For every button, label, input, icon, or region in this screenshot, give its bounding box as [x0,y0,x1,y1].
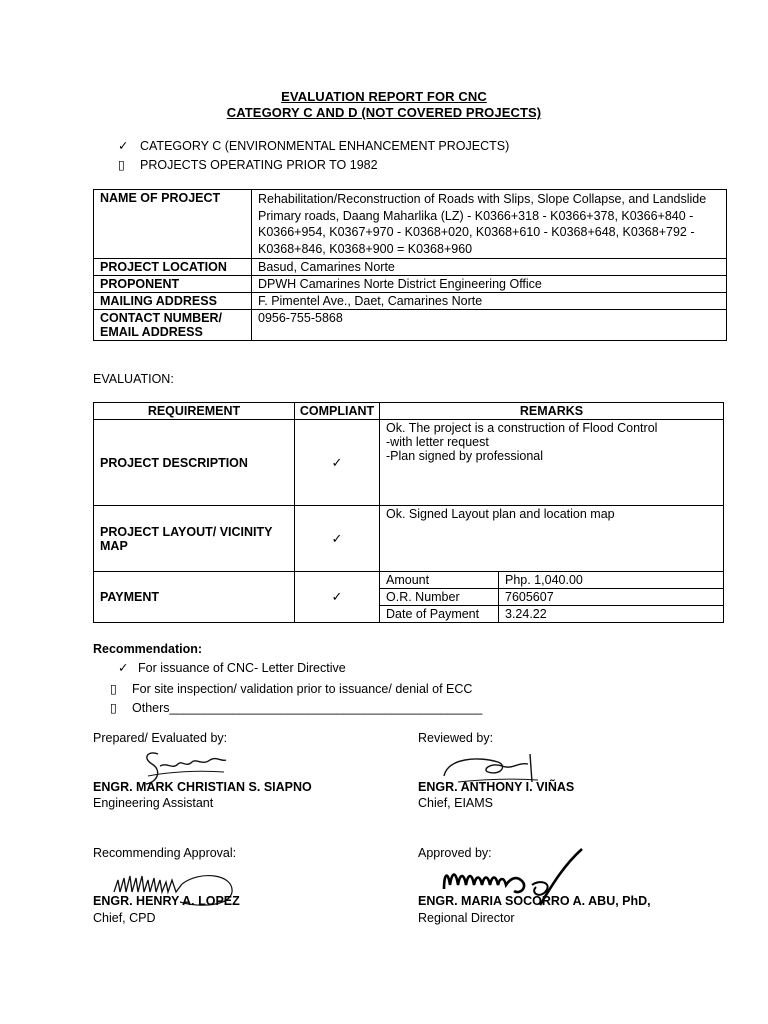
recommendation-item [118,660,346,675]
table-row [94,190,727,259]
recommending-approval-label: Recommending Approval: [93,846,237,860]
approved-by-name: ENGR. MARIA SOCORRO A. ABU, PhD, [418,894,651,908]
table-row [380,572,723,589]
payment-requirement: PAYMENT [94,572,295,623]
table-row [94,506,724,572]
category-prior-1982-label: PROJECTS OPERATING PRIOR TO 1982 [140,158,378,172]
date-of-payment-value: 3.24.22 [499,606,724,623]
remark-line: -Plan signed by professional [386,449,544,463]
remark-line: Ok. Signed Layout plan and location map [386,507,615,521]
recommendation-item-label: Others_____________________________________________ [132,701,483,715]
mailing-address-value: F. Pimentel Ave., Daet, Camarines Norte [252,293,727,310]
remark-line: Ok. The project is a construction of Flood Control [386,421,658,435]
table-row [380,606,723,623]
contact-label [94,310,252,341]
recommendation-item-label: For site inspection/ validation prior to issuance/ denial of ECC [132,682,473,696]
payment-table [380,572,723,622]
amount-label: Amount [380,572,499,589]
name-of-project-value: Rehabilitation/Reconstruction of Roads with Slips, Slope Collapse, and Landslide Primary roads, Daang Maharlika (LZ) - K0366+318 - K0366+378, K0366+840 - K0366+954, K0367+970 - K0368+020, K0368+610 - K0368+648, K0368+792 - K0368+846, K0368+900 = K0368+960 [252,190,727,259]
requirement-line: MAP [100,538,128,553]
or-number-value: 7605607 [499,589,724,606]
report-subtitle: CATEGORY C AND D (NOT COVERED PROJECTS) [226,105,542,120]
remarks-column-header: REMARKS [380,403,724,420]
empty-box-icon: ▯ [110,682,117,696]
checkmark-icon: ✓ [295,572,380,623]
evaluation-heading: EVALUATION: [93,372,174,386]
or-number-label: O.R. Number [380,589,499,606]
compliant-column-header: COMPLIANT [295,403,380,420]
report-title: EVALUATION REPORT FOR CNC [281,89,487,104]
reviewed-by-title: Chief, EIAMS [418,796,494,810]
evaluation-table [93,402,724,623]
requirement-column-header: REQUIREMENT [94,403,295,420]
recommending-name: ENGR. HENRY A. LOPEZ [93,894,240,908]
name-of-project-label: NAME OF PROJECT [94,190,252,259]
project-location-label: PROJECT LOCATION [94,259,252,276]
empty-box-icon: ▯ [110,701,117,715]
contact-label-line1: CONTACT NUMBER/ [100,311,222,325]
proponent-value: DPWH Camarines Norte District Engineering Office [252,276,727,293]
amount-value: Php. 1,040.00 [499,572,724,589]
project-layout-requirement [94,506,295,572]
table-row [94,572,724,623]
checkmark-icon: ✓ [118,661,129,675]
table-row [380,589,723,606]
checkmark-icon: ✓ [295,420,380,506]
approved-by-title: Regional Director [418,911,515,925]
proponent-label: PROPONENT [94,276,252,293]
recommendation-item-label: For issuance of CNC- Letter Directive [138,661,346,675]
recommendation-item [110,681,472,696]
category-c-label: CATEGORY C (ENVIRONMENTAL ENHANCEMENT PROJECTS) [140,139,510,153]
project-location-value: Basud, Camarines Norte [252,259,727,276]
recommendation-item [110,700,482,715]
reviewed-by-name: ENGR. ANTHONY I. VIÑAS [418,780,575,794]
requirement-line: PROJECT LAYOUT/ VICINITY [100,524,273,539]
project-description-remarks [380,420,724,506]
table-row [94,310,727,341]
category-c-line [118,138,509,153]
project-description-requirement: PROJECT DESCRIPTION [94,420,295,506]
reviewed-by-label: Reviewed by: [418,731,494,745]
payment-remarks [380,572,724,623]
checkmark-icon: ✓ [295,506,380,572]
contact-value: 0956-755-5868 [252,310,727,341]
table-row [94,293,727,310]
recommendation-heading: Recommendation: [93,642,203,656]
project-layout-remarks [380,506,724,572]
recommending-title: Chief, CPD [93,911,156,925]
category-prior-1982-line [118,157,378,172]
remark-line: -with letter request [386,435,489,449]
prepared-by-label: Prepared/ Evaluated by: [93,731,228,745]
contact-label-line2: EMAIL ADDRESS [100,325,203,339]
empty-box-icon: ▯ [118,158,125,172]
checkmark-icon: ✓ [118,139,129,153]
table-header-row [94,403,724,420]
prepared-by-name: ENGR. MARK CHRISTIAN S. SIAPNO [93,780,312,794]
table-row [94,259,727,276]
project-info-table [93,189,727,341]
prepared-by-title: Engineering Assistant [93,796,214,810]
approved-by-label: Approved by: [418,846,492,860]
table-row [94,420,724,506]
mailing-address-label: MAILING ADDRESS [94,293,252,310]
table-row [94,276,727,293]
date-of-payment-label: Date of Payment [380,606,499,623]
